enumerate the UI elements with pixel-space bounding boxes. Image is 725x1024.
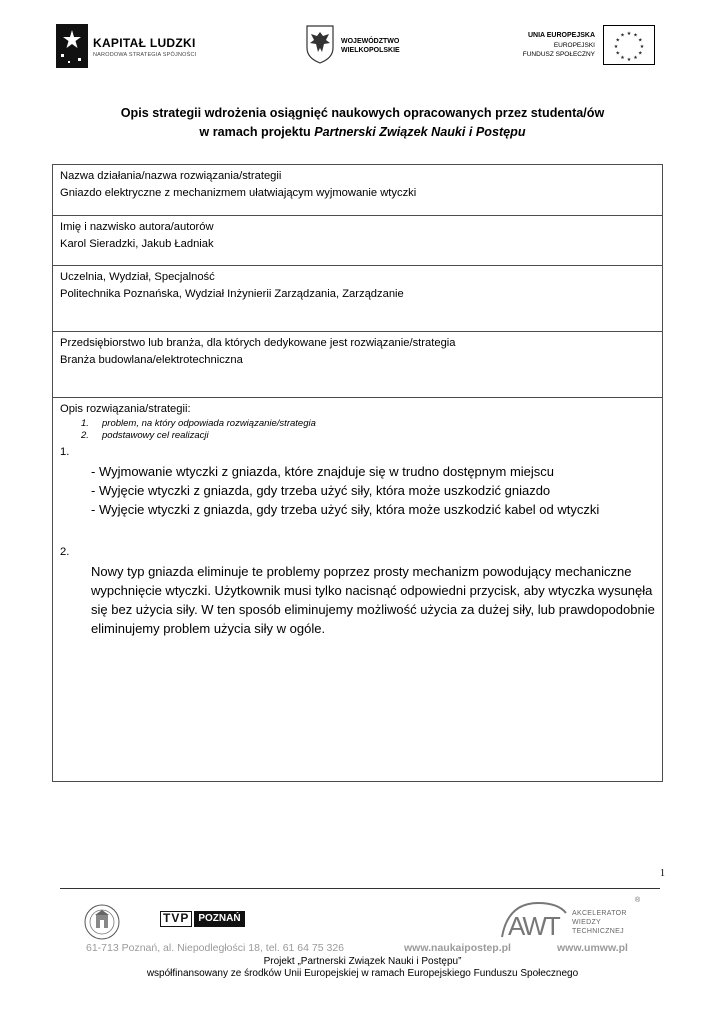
form-row-authors — [53, 216, 662, 266]
section1-number: 1. — [60, 446, 70, 458]
title-line1: Opis strategii wdrożenia osiągnięć naukowych opracowanych przez studenta/ów — [120, 106, 605, 120]
form-row-university — [53, 266, 662, 332]
awt-line2: WIEDZY — [572, 919, 602, 926]
awt-text — [572, 909, 627, 936]
sublist-item — [81, 418, 655, 430]
svg-text:★: ★ — [639, 43, 645, 50]
tvp-poznan-logo — [160, 911, 245, 927]
university-label: Uczelnia, Wydział, Specjalność — [60, 271, 215, 283]
footer-link-umww[interactable]: www.umww.pl — [557, 942, 628, 954]
industry-value: Branża budowlana/elektrotechniczna — [60, 354, 243, 366]
awt-registered-mark: ® — [635, 897, 641, 904]
svg-text:★: ★ — [626, 56, 632, 63]
awt-logo — [498, 897, 648, 941]
tvp-letters: TVP — [160, 911, 192, 927]
action-value: Gniazdo elektryczne z mechanizmem ułatwiającym wyjmowanie wtyczki — [60, 187, 417, 199]
authors-label: Imię i nazwisko autora/autorów — [60, 221, 214, 233]
svg-text:★: ★ — [637, 37, 643, 44]
page-number: 1 — [660, 868, 665, 879]
svg-text:★: ★ — [620, 32, 625, 39]
svg-text:★: ★ — [633, 55, 638, 62]
svg-text:★: ★ — [626, 31, 632, 37]
svg-text:★: ★ — [637, 50, 643, 57]
form-row-industry — [53, 332, 662, 398]
footer-project-line2: współfinansowany ze środków Unii Europejskiej w ramach Europejskiego Funduszu Społecznego — [146, 968, 579, 979]
form-row-action — [53, 165, 662, 216]
document-title — [0, 104, 725, 142]
footer-address: 61-713 Poznań, al. Niepodległości 18, tel. 61 64 75 326 — [86, 942, 345, 954]
svg-text:★: ★ — [615, 50, 621, 57]
footer-link-naukaipostep[interactable]: www.naukaipostep.pl — [404, 942, 511, 954]
svg-text:AWT: AWT — [508, 911, 559, 941]
kapital-ludzki-subtitle: NARODOWA STRATEGIA SPÓJNOŚCI — [93, 52, 197, 58]
eu-text — [523, 31, 595, 59]
form-row-description — [53, 398, 662, 781]
problem-item: - Wyjęcie wtyczki z gniazda, gdy trzeba użyć siły, która może uszkodzić gniazdo — [91, 483, 551, 498]
sublist-item-num: 1. — [81, 418, 89, 429]
wielkopolska-line1: WOJEWÓDZTWO — [341, 38, 400, 45]
svg-text:★: ★ — [613, 43, 619, 50]
poznan-university-crest-icon — [83, 903, 121, 941]
eu-line2: EUROPEJSKI — [553, 42, 595, 49]
awt-line1: AKCELERATOR — [572, 910, 627, 917]
kapital-ludzki-name: KAPITAŁ LUDZKI — [93, 36, 196, 50]
footer-divider — [60, 888, 660, 889]
title-project-name: Partnerski Związek Nauki i Postępu — [314, 125, 526, 139]
footer-project-info — [0, 956, 725, 980]
eu-line3: FUNDUSZ SPOŁECZNY — [522, 51, 595, 58]
title-line2-prefix: w ramach projektu — [199, 125, 315, 139]
wielkopolska-line2: WIELKOPOLSKIE — [341, 47, 400, 54]
awt-line3: TECHNICZNEJ — [572, 928, 624, 935]
problem-item: - Wyjęcie wtyczki z gniazda, gdy trzeba użyć siły, która może uszkodzić kabel od wtyczki — [91, 502, 600, 517]
sublist-item-text: podstawowy cel realizacji — [102, 430, 209, 441]
page-header — [0, 0, 725, 80]
sublist-item-num: 2. — [81, 430, 89, 441]
svg-text:★: ★ — [620, 55, 625, 62]
svg-text:★: ★ — [615, 37, 621, 44]
section2-number: 2. — [60, 546, 70, 558]
svg-text:★: ★ — [633, 32, 638, 39]
sublist-item-text: problem, na który odpowiada rozwiązanie/strategia — [102, 418, 316, 429]
footer-project-line1: Projekt „Partnerski Związek Nauki i Postępu” — [263, 956, 462, 967]
industry-label: Przedsiębiorstwo lub branża, dla których dedykowane jest rozwiązanie/strategia — [60, 337, 456, 349]
eu-line1: UNIA EUROPEJSKA — [527, 32, 595, 39]
eu-flag-icon — [603, 25, 655, 65]
wielkopolska-eagle-icon — [305, 24, 335, 64]
eu-logo — [512, 23, 655, 67]
description-sublist — [60, 418, 655, 442]
wielkopolska-logo — [305, 24, 415, 68]
sublist-item — [81, 430, 655, 442]
problem-item: - Wyjmowanie wtyczki z gniazda, które znajduje się w trudno dostępnym miejscu — [91, 464, 555, 479]
awt-mark-icon — [498, 897, 572, 941]
problem-list — [60, 462, 655, 519]
strategy-form-table — [52, 164, 663, 782]
title-line2 — [0, 123, 725, 142]
university-value: Politechnika Poznańska, Wydział Inżynierii Zarządzania, Zarządzanie — [60, 288, 404, 300]
authors-value: Karol Sieradzki, Jakub Ładniak — [60, 238, 214, 250]
description-label: Opis rozwiązania/strategii: — [60, 403, 191, 415]
kapital-ludzki-logo — [56, 22, 206, 70]
tvp-city: POZNAŃ — [194, 911, 244, 927]
solution-text: Nowy typ gniazda eliminuje te problemy poprzez prosty mechanizm powodujący mechaniczne wypchnięcie wtyczki. Użytkownik musi tylko nacisnąć odpowiedni przycisk, aby wtyczka wysunęła się bez użycia siły. W ten sposób eliminujemy możliwość użycia za dużej siły, lub prawdopodobnie eliminujemy problem użycia siły w ogóle. — [91, 564, 655, 636]
kapital-ludzki-star-icon — [56, 24, 88, 68]
action-label: Nazwa działania/nazwa rozwiązania/strategii — [60, 170, 282, 182]
